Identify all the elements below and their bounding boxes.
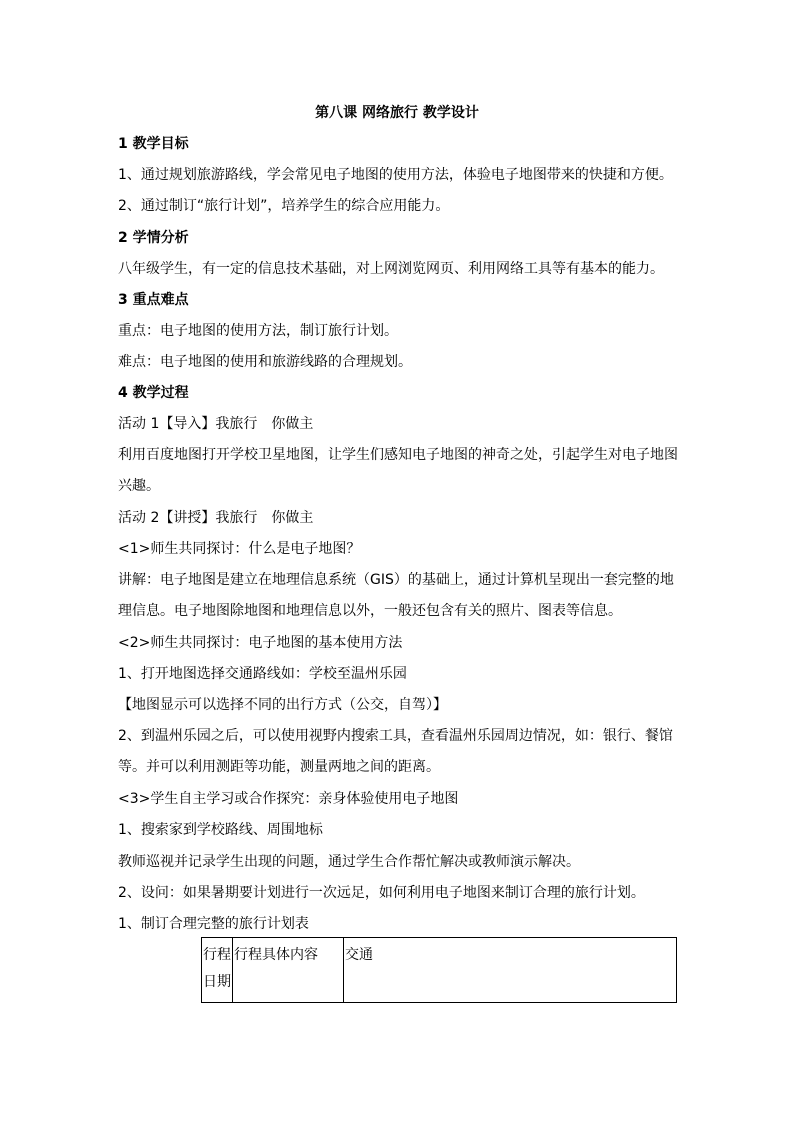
paragraph: 教师巡视并记录学生出现的问题，通过学生合作帮忙解决或教师演示解决。 xyxy=(118,854,580,870)
document-title: 第八课 网络旅行 教学设计 xyxy=(315,105,479,121)
paragraph: 2、设问：如果暑期要计划进行一次远足，如何利用电子地图来制订合理的旅行计划。 xyxy=(118,885,645,901)
table-header-content: 行程具体内容 xyxy=(233,938,344,1003)
table-header-transport: 交通 xyxy=(344,938,677,1003)
table-row xyxy=(202,938,677,1003)
paragraph: 1、通过规划旅游路线，学会常见电子地图的使用方法，体验电子地图带来的快捷和方便。 xyxy=(118,167,673,183)
paragraph: 利用百度地图打开学校卫星地图，让学生们感知电子地图的神奇之处，引起学生对电子地图兴趣。 xyxy=(118,447,678,494)
activity-title: 活动 1【导入】我旅行 你做主 xyxy=(118,416,314,432)
activity-title: 活动 2【讲授】我旅行 你做主 xyxy=(118,510,314,526)
paragraph: <1>师生共同探讨：什么是电子地图？ xyxy=(118,541,361,557)
paragraph: 1、制订合理完整的旅行计划表 xyxy=(118,916,309,932)
section-heading-keypoints: 3 重点难点 xyxy=(118,292,189,308)
paragraph: <2>师生共同探讨：电子地图的基本使用方法 xyxy=(118,635,403,651)
paragraph: 讲解：电子地图是建立在地理信息系统（GIS）的基础上，通过计算机呈现出一套完整的地理信息。电子地图除地图和地理信息以外，一般还包含有关的照片、图表等信息。 xyxy=(118,572,674,619)
paragraph: 难点：电子地图的使用和旅游线路的合理规划。 xyxy=(118,354,412,370)
paragraph: 2、通过制订“旅行计划”，培养学生的综合应用能力。 xyxy=(118,198,450,214)
paragraph: <3>学生自主学习或合作探究：亲身体验使用电子地图 xyxy=(118,791,459,807)
paragraph: 【地图显示可以选择不同的出行方式（公交，自驾）】 xyxy=(118,697,447,713)
travel-plan-table xyxy=(201,937,677,1003)
paragraph: 重点：电子地图的使用方法，制订旅行计划。 xyxy=(118,323,398,339)
paragraph: 2、到温州乐园之后，可以使用视野内搜索工具，查看温州乐园周边情况，如：银行、餐馆等。并可以利用测距等功能，测量两地之间的距离。 xyxy=(118,728,673,775)
section-heading-analysis: 2 学情分析 xyxy=(118,230,189,246)
section-heading-process: 4 教学过程 xyxy=(118,385,189,401)
paragraph: 八年级学生，有一定的信息技术基础，对上网浏览网页、利用网络工具等有基本的能力。 xyxy=(118,261,664,277)
paragraph: 1、打开地图选择交通路线如：学校至温州乐园 xyxy=(118,666,407,682)
section-heading-objectives: 1 教学目标 xyxy=(118,136,189,152)
paragraph: 1、搜索家到学校路线、周围地标 xyxy=(118,822,323,838)
table-header-date: 行程日期 xyxy=(202,938,233,1003)
